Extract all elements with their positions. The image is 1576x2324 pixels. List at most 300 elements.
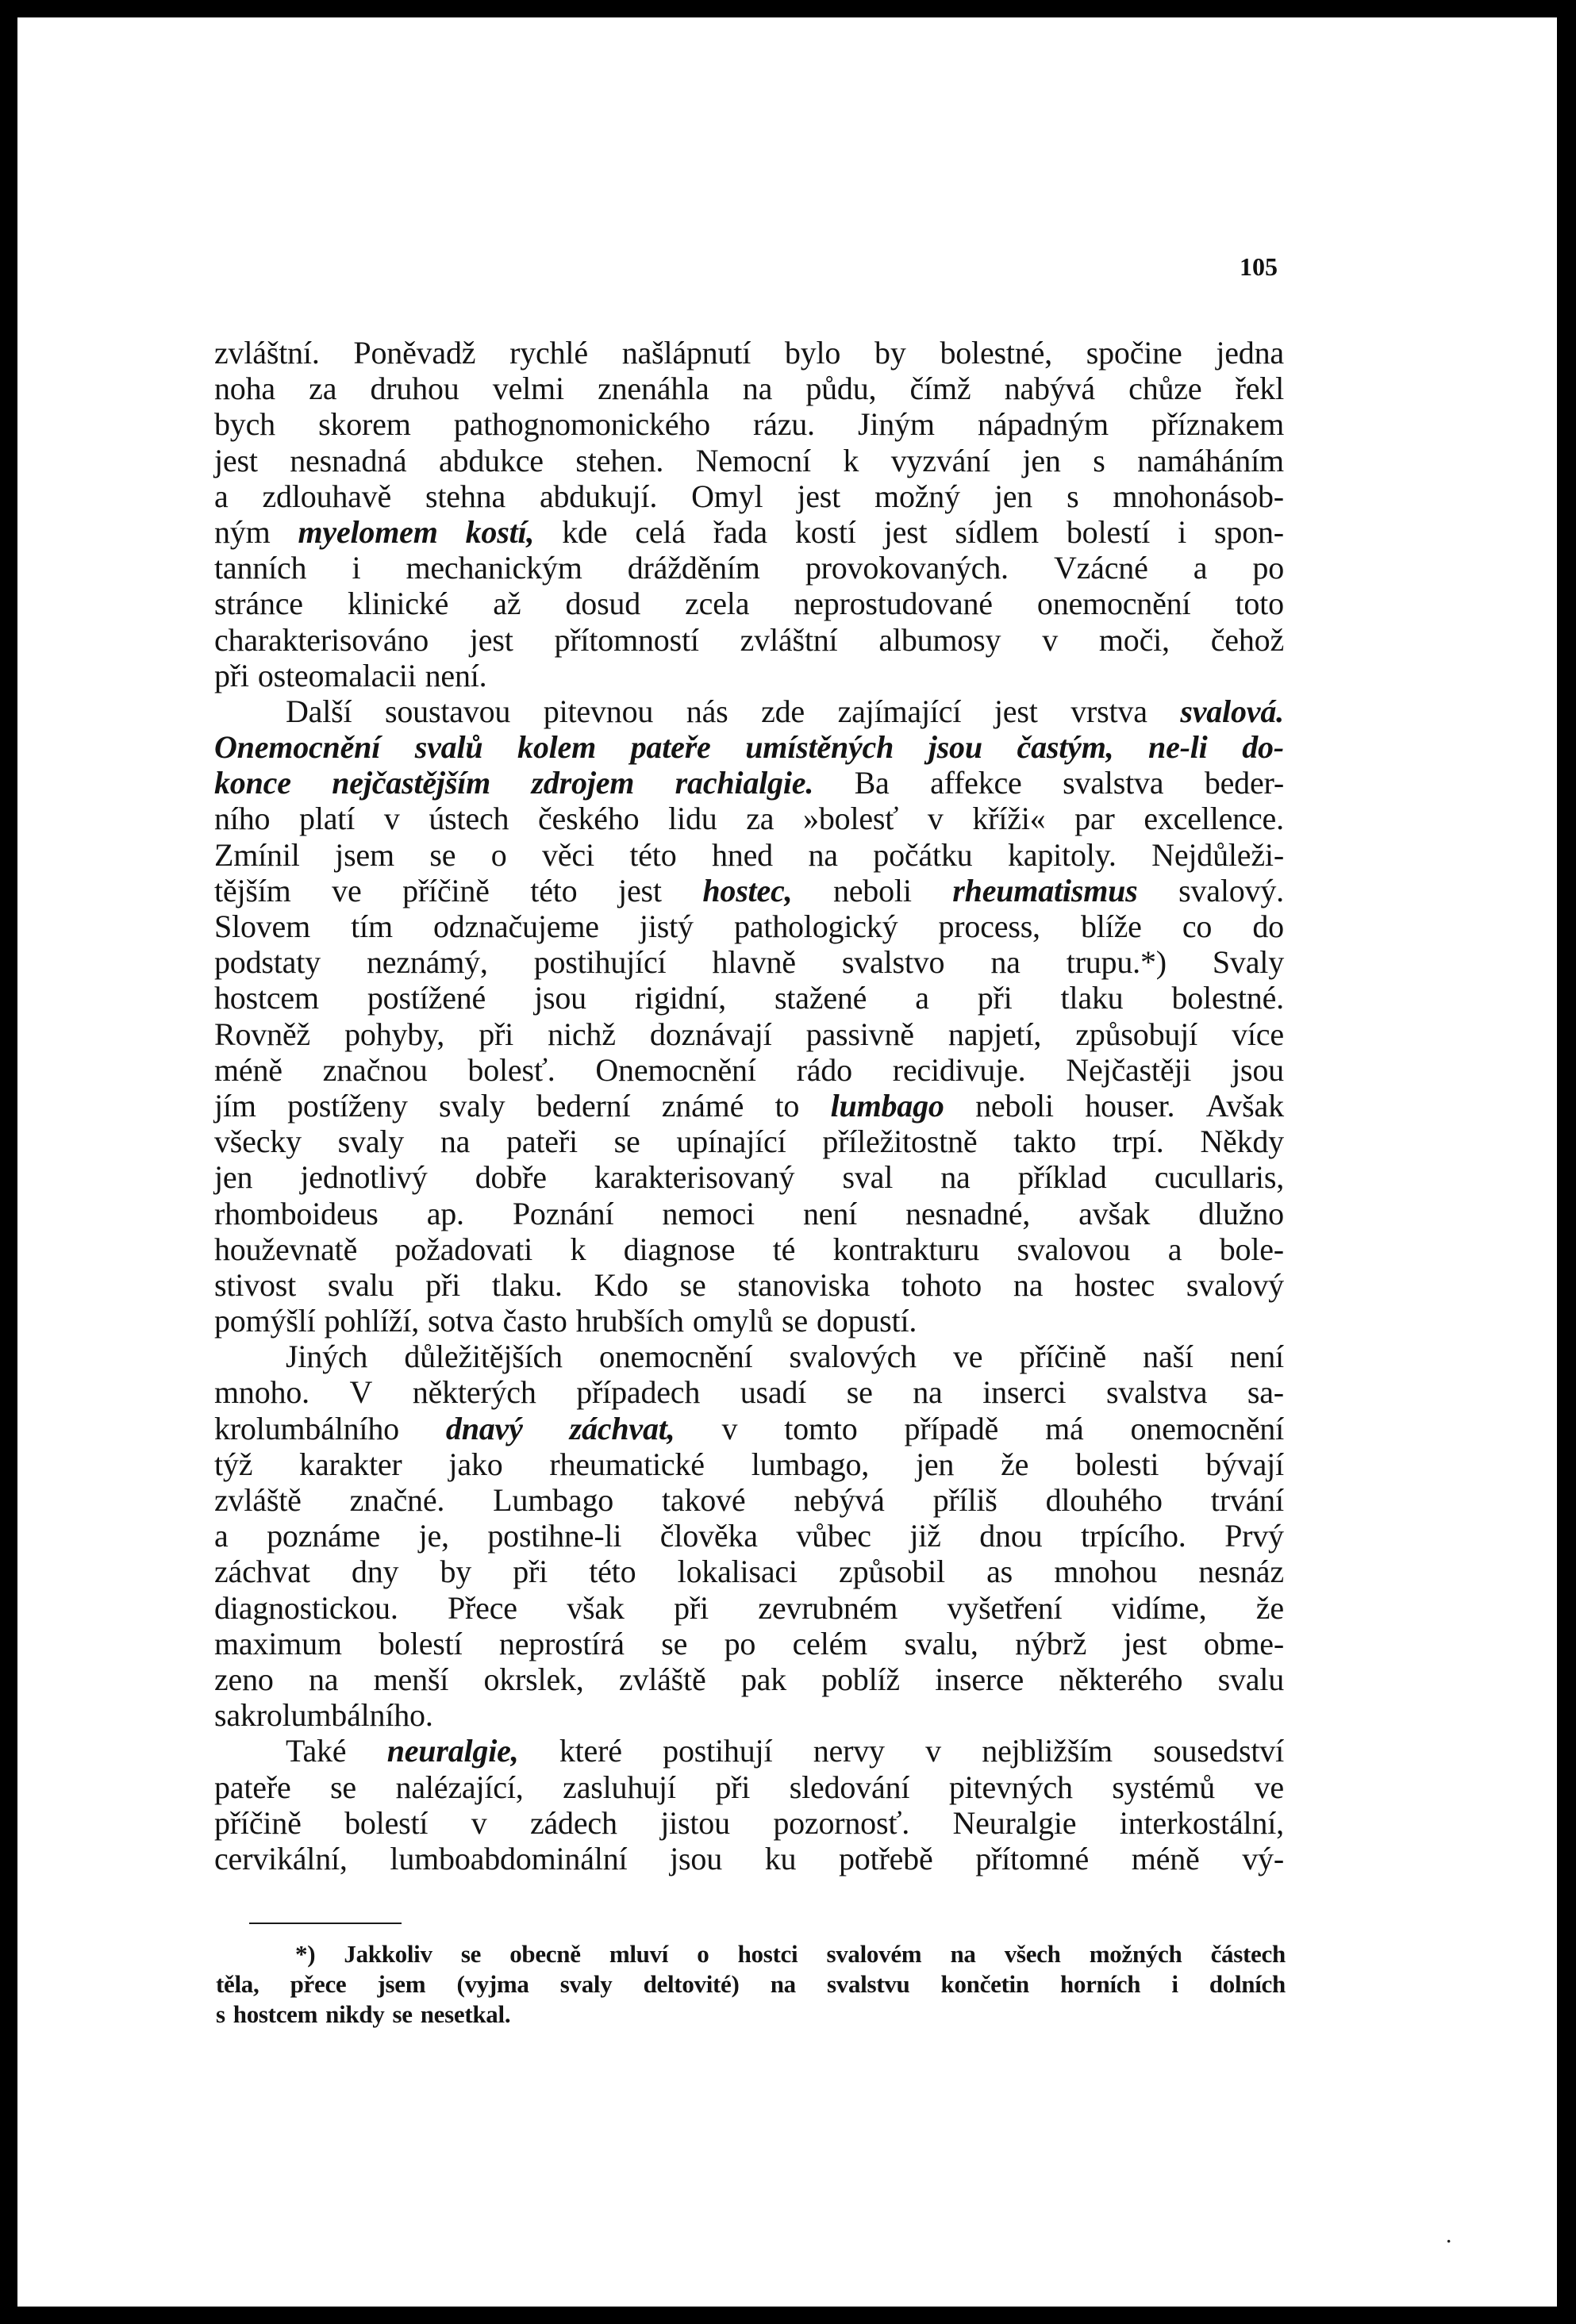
word: Nemocní — [695, 442, 811, 478]
word: rachialgie. — [675, 765, 814, 801]
word: konce — [214, 765, 291, 801]
word: dolních — [1209, 1970, 1286, 1998]
word: svalstva — [1063, 765, 1164, 801]
word: příležitostně — [822, 1124, 978, 1160]
word: interkostální, — [1119, 1804, 1284, 1841]
word: vrstva — [1071, 693, 1147, 729]
text-line — [214, 1841, 1284, 1876]
word: inserci — [982, 1374, 1067, 1411]
text-line — [214, 908, 1284, 944]
word: svalů — [414, 729, 483, 766]
word: potřebě — [838, 1840, 933, 1876]
word: se — [392, 2000, 413, 2028]
word: lumbago, — [751, 1446, 870, 1482]
word: více — [1232, 1016, 1284, 1052]
text-line — [214, 1661, 1284, 1697]
word: bolesti — [1075, 1446, 1159, 1482]
word: jest — [618, 872, 662, 908]
word: kontrakturu — [832, 1231, 980, 1267]
word: že — [1255, 1589, 1284, 1626]
word: značné. — [349, 1482, 445, 1518]
word: jen — [214, 1159, 253, 1196]
word: i — [1171, 1970, 1178, 1998]
word: příznakem — [1151, 406, 1284, 443]
word: této — [629, 836, 677, 873]
word: Avšak — [1205, 1087, 1284, 1124]
word: pathologický — [733, 908, 898, 944]
word: velmi — [492, 371, 564, 407]
word: řada — [713, 513, 767, 550]
text-line — [214, 1016, 1284, 1052]
word: za — [309, 371, 337, 407]
word: jest — [214, 442, 258, 478]
footnote-line — [216, 1969, 1286, 1999]
word: Nejdůleži- — [1151, 836, 1284, 873]
word: a — [1193, 550, 1208, 586]
word: kapitoly. — [1007, 836, 1117, 873]
word: zasluhují — [563, 1769, 676, 1805]
word: o — [697, 1940, 709, 1968]
word: zajímající — [837, 693, 962, 729]
word: svalový — [1186, 1266, 1284, 1303]
word: lumboabdominální — [390, 1840, 628, 1876]
word: rheumatismus — [952, 872, 1138, 908]
word: však — [567, 1589, 625, 1626]
text-line — [214, 550, 1284, 586]
word: při — [715, 1769, 751, 1805]
word: bole- — [1219, 1231, 1284, 1267]
word: neznámý, — [366, 944, 488, 981]
word: svalových — [789, 1339, 917, 1375]
word: to — [775, 1087, 800, 1124]
word: až — [493, 586, 521, 622]
word: rhomboideus — [214, 1195, 379, 1231]
word: pohlíží, — [324, 1303, 420, 1339]
text-line — [214, 1267, 1284, 1303]
word: i — [352, 550, 361, 586]
word: jistý — [639, 908, 694, 944]
word: přítomné — [975, 1840, 1090, 1876]
word: záchvat, — [569, 1410, 675, 1446]
word: nalézající, — [395, 1769, 524, 1805]
word: zevrubném — [758, 1589, 898, 1626]
word: (vyjma — [456, 1970, 529, 1998]
word: diagnostickou. — [214, 1589, 398, 1626]
text-line — [214, 1733, 1284, 1769]
word: avšak — [1078, 1195, 1151, 1231]
word: sídlem — [955, 513, 1039, 550]
word: tomto — [784, 1410, 858, 1446]
word: čehož — [1210, 621, 1284, 658]
word: hrubších — [575, 1303, 684, 1339]
word: menší — [373, 1661, 449, 1697]
word: dlouhého — [1045, 1482, 1163, 1518]
word: diagnose — [623, 1231, 736, 1267]
word: v — [925, 1733, 941, 1769]
text-line — [214, 1159, 1284, 1195]
word: přece — [290, 1970, 347, 1998]
word: na — [770, 1970, 796, 1998]
word: kostí, — [465, 513, 535, 550]
word: stehna — [425, 478, 506, 514]
word: rázu. — [753, 406, 815, 443]
word: Kdo — [594, 1266, 648, 1303]
word: sotva — [428, 1303, 494, 1339]
word: případech — [576, 1374, 701, 1411]
text-line — [214, 1590, 1284, 1626]
word: toto — [1235, 586, 1284, 622]
word: noha — [214, 371, 275, 407]
word: Ba — [854, 765, 890, 801]
word: které — [559, 1733, 622, 1769]
word: myelomem — [298, 513, 438, 550]
word: českého — [538, 801, 640, 837]
word: svalstvo — [841, 944, 945, 981]
word: *) — [295, 1940, 316, 1968]
word: sledování — [789, 1769, 910, 1805]
word: vyšetření — [947, 1589, 1063, 1626]
word: druhou — [370, 371, 459, 407]
word: trvání — [1210, 1482, 1284, 1518]
word: méně — [214, 1051, 283, 1088]
word: inserce — [935, 1661, 1024, 1697]
word: není. — [425, 657, 487, 693]
word: svalu, — [904, 1625, 978, 1661]
word: přítomností — [554, 621, 699, 658]
word: požadovati — [394, 1231, 533, 1267]
word: počátku — [873, 836, 973, 873]
word: jsou — [1232, 1051, 1284, 1088]
word: onemocnění — [1130, 1410, 1284, 1446]
word: nabývá — [1004, 371, 1095, 407]
word: pak — [740, 1661, 786, 1697]
word: svalový. — [1178, 872, 1284, 908]
word: této — [530, 872, 578, 908]
text-line — [214, 658, 1284, 693]
word: Prvý — [1224, 1518, 1284, 1554]
word: zvláštní. — [214, 335, 320, 371]
word: postihující — [533, 944, 667, 981]
word: rychlé — [509, 335, 588, 371]
word: není — [1229, 1339, 1284, 1375]
word: excellence. — [1144, 801, 1284, 837]
word: se — [429, 836, 456, 873]
word: příklad — [1017, 1159, 1107, 1196]
word: příliš — [932, 1482, 997, 1518]
word: blíže — [1080, 908, 1142, 944]
word: jednotlivý — [300, 1159, 428, 1196]
word: Svaly — [1212, 944, 1284, 981]
text-line — [214, 729, 1284, 765]
word: některého — [1059, 1661, 1183, 1697]
word: moči, — [1098, 621, 1170, 658]
word: a — [1167, 1231, 1182, 1267]
word: stivost — [214, 1266, 297, 1303]
word: jím — [214, 1087, 256, 1124]
word: albumosy — [878, 621, 1001, 658]
word: cucullaris, — [1154, 1159, 1284, 1196]
word: jedna — [1216, 335, 1284, 371]
word: celém — [792, 1625, 868, 1661]
word: beder- — [1204, 765, 1284, 801]
word: maximum — [214, 1625, 342, 1661]
word: na — [308, 1661, 339, 1697]
word: na — [913, 1374, 943, 1411]
word: Jiným — [857, 406, 935, 443]
word: jest — [469, 621, 513, 658]
text-line — [214, 1052, 1284, 1088]
footnote-line — [216, 1999, 1286, 2030]
word: napjetí, — [948, 1016, 1042, 1052]
word: stažené — [774, 980, 867, 1016]
word: sa- — [1247, 1374, 1284, 1411]
word: stanoviska — [737, 1266, 871, 1303]
word: při — [425, 1266, 461, 1303]
word: svaly — [559, 1970, 613, 1998]
word: svalová. — [1180, 693, 1284, 729]
footnote-line — [216, 1939, 1286, 1969]
word: hostcem — [233, 2000, 318, 2028]
word: svalu — [327, 1266, 394, 1303]
word: postihne-li — [487, 1518, 622, 1554]
word: při — [674, 1589, 709, 1626]
word: svalstvu — [826, 1970, 910, 1998]
word: lidu — [668, 801, 717, 837]
word: provokovaných. — [805, 550, 1009, 586]
footnote — [216, 1939, 1286, 2030]
body-text — [214, 335, 1284, 1876]
word: Rovněž — [214, 1016, 310, 1052]
word: jsou — [534, 980, 586, 1016]
word: jen — [915, 1446, 955, 1482]
word: hostec, — [702, 872, 793, 908]
word: jsou — [928, 729, 982, 766]
word: systémů — [1112, 1769, 1216, 1805]
word: bolestné. — [1171, 980, 1284, 1016]
word: všech — [1004, 1940, 1061, 1968]
word: nás — [686, 693, 728, 729]
word: Onemocnění — [595, 1051, 756, 1088]
word: pateře — [214, 1769, 291, 1805]
word: méně — [1131, 1840, 1200, 1876]
word: zvláště — [618, 1661, 706, 1697]
word: Nejčastěji — [1066, 1051, 1192, 1088]
word: způsobují — [1075, 1016, 1197, 1052]
word: spon- — [1214, 513, 1284, 550]
scan-mark: · — [1446, 2231, 1452, 2251]
word: houser. — [1085, 1087, 1175, 1124]
word: na — [940, 1159, 971, 1196]
word: zvláštní — [740, 621, 838, 658]
word: Slovem — [214, 908, 311, 944]
word: rádo — [796, 1051, 852, 1088]
word: dobře — [475, 1159, 547, 1196]
word: poznáme — [267, 1518, 381, 1554]
word: má — [1045, 1410, 1084, 1446]
word: čímž — [909, 371, 971, 407]
word: na — [440, 1124, 471, 1160]
word: svalovém — [826, 1940, 922, 1968]
word: vý- — [1242, 1840, 1284, 1876]
word: Jakkoliv — [344, 1940, 432, 1968]
text-line — [214, 371, 1284, 406]
word: při — [977, 980, 1013, 1016]
word: a — [915, 980, 929, 1016]
word: našlápnutí — [621, 335, 751, 371]
word: Poznání — [512, 1195, 614, 1231]
word: V — [349, 1374, 373, 1411]
text-line — [214, 944, 1284, 980]
word: kostí — [794, 513, 856, 550]
word: svaly — [337, 1124, 405, 1160]
footnote-separator — [249, 1923, 402, 1924]
word: tlaku — [1060, 980, 1124, 1016]
word: o — [490, 836, 507, 873]
word: bolesť. — [467, 1051, 555, 1088]
word: platí — [299, 801, 356, 837]
text-line — [214, 1697, 1284, 1733]
text-line — [214, 1231, 1284, 1267]
word: mechanickým — [406, 550, 582, 586]
word: kolem — [517, 729, 597, 766]
word: kde — [562, 513, 608, 550]
word: znenáhla — [598, 371, 709, 407]
text-line — [214, 980, 1284, 1016]
word: bederní — [536, 1087, 631, 1124]
word: Přece — [447, 1589, 517, 1626]
word: jest — [883, 513, 928, 550]
word: k — [843, 442, 859, 478]
word: s — [216, 2000, 225, 2028]
word: usadí — [740, 1374, 807, 1411]
word: hostci — [737, 1940, 798, 1968]
word: ne-li — [1148, 729, 1208, 766]
word: »bolesť — [803, 801, 899, 837]
word: ným — [214, 513, 271, 550]
word: ap. — [426, 1195, 464, 1231]
word: příčině — [402, 872, 490, 908]
word: dopustí. — [816, 1303, 917, 1339]
word: hostec — [1074, 1266, 1155, 1303]
word: vidíme, — [1111, 1589, 1207, 1626]
word: případě — [904, 1410, 999, 1446]
word: Někdy — [1200, 1124, 1284, 1160]
word: možných — [1089, 1940, 1182, 1968]
word: onemocnění — [1036, 586, 1191, 622]
word: že — [1001, 1446, 1029, 1482]
word: mnoho. — [214, 1374, 309, 1411]
word: trpí. — [1112, 1124, 1164, 1160]
word: houževnatě — [214, 1231, 358, 1267]
word: jsem — [335, 836, 394, 873]
word: naší — [1143, 1339, 1194, 1375]
word: rigidní, — [634, 980, 726, 1016]
word: nikdy — [325, 2000, 385, 2028]
book-page — [17, 17, 1557, 2307]
word: tohoto — [901, 1266, 982, 1303]
word: při — [214, 657, 249, 693]
word: tanních — [214, 550, 307, 586]
word: pateře — [630, 729, 711, 766]
word: nebývá — [794, 1482, 885, 1518]
word: Lumbago — [493, 1482, 614, 1518]
word: půdu, — [805, 371, 877, 407]
word: ve — [1254, 1769, 1284, 1805]
word: Další — [286, 693, 352, 729]
word: karakter — [299, 1446, 402, 1482]
word: hostcem — [214, 980, 319, 1016]
text-line — [214, 1124, 1284, 1159]
word: Poněvadž — [353, 335, 476, 371]
word: vůbec — [796, 1518, 871, 1554]
word: kříži« — [972, 801, 1046, 837]
word: končetin — [940, 1970, 1029, 1998]
word: s — [1093, 442, 1105, 478]
word: upínající — [676, 1124, 786, 1160]
word: trupu.*) — [1066, 944, 1167, 981]
text-line — [214, 1482, 1284, 1518]
word: v — [721, 1410, 738, 1446]
word: pitevnou — [543, 693, 654, 729]
word: jest — [1123, 1625, 1167, 1661]
text-line — [214, 1446, 1284, 1482]
word: bývají — [1205, 1446, 1284, 1482]
word: po — [724, 1625, 756, 1661]
word: neprostudované — [794, 586, 993, 622]
text-line — [214, 406, 1284, 442]
word: částech — [1210, 1940, 1286, 1968]
word: postížené — [367, 980, 486, 1016]
word: tím — [351, 908, 393, 944]
word: krolumbálního — [214, 1410, 399, 1446]
text-line — [214, 1805, 1284, 1841]
word: neuralgie, — [386, 1733, 519, 1769]
word: odznačujeme — [433, 908, 599, 944]
word: postihují — [663, 1733, 773, 1769]
word: nichž — [548, 1016, 616, 1052]
word: obecně — [509, 1940, 581, 1968]
word: při — [513, 1554, 548, 1590]
word: a — [214, 478, 229, 514]
word: značnou — [322, 1051, 428, 1088]
word: po — [1252, 550, 1284, 586]
word: Zmínil — [214, 836, 300, 873]
word: sval — [842, 1159, 894, 1196]
word: dosud — [565, 586, 641, 622]
word: se — [661, 1625, 688, 1661]
word: nýbrž — [1015, 1625, 1087, 1661]
word: nejčastějším — [332, 765, 491, 801]
word: řekl — [1235, 371, 1284, 407]
word: zeno — [214, 1661, 274, 1697]
word: se — [330, 1769, 356, 1805]
word: trpícího. — [1080, 1518, 1186, 1554]
word: karakterisovaný — [594, 1159, 795, 1196]
text-line — [214, 1088, 1284, 1124]
word: onemocnění — [598, 1339, 753, 1375]
word: bolestné, — [940, 335, 1052, 371]
text-line — [214, 837, 1284, 873]
page-number: 105 — [1240, 252, 1278, 281]
word: horních — [1059, 1970, 1141, 1998]
word: důležitějších — [404, 1339, 563, 1375]
word: passivně — [805, 1016, 914, 1052]
word: abdukce — [438, 442, 544, 478]
word: zdlouhavě — [262, 478, 392, 514]
word: skorem — [318, 406, 411, 443]
word: bolestí — [344, 1804, 429, 1841]
word: svalu — [1217, 1661, 1284, 1697]
